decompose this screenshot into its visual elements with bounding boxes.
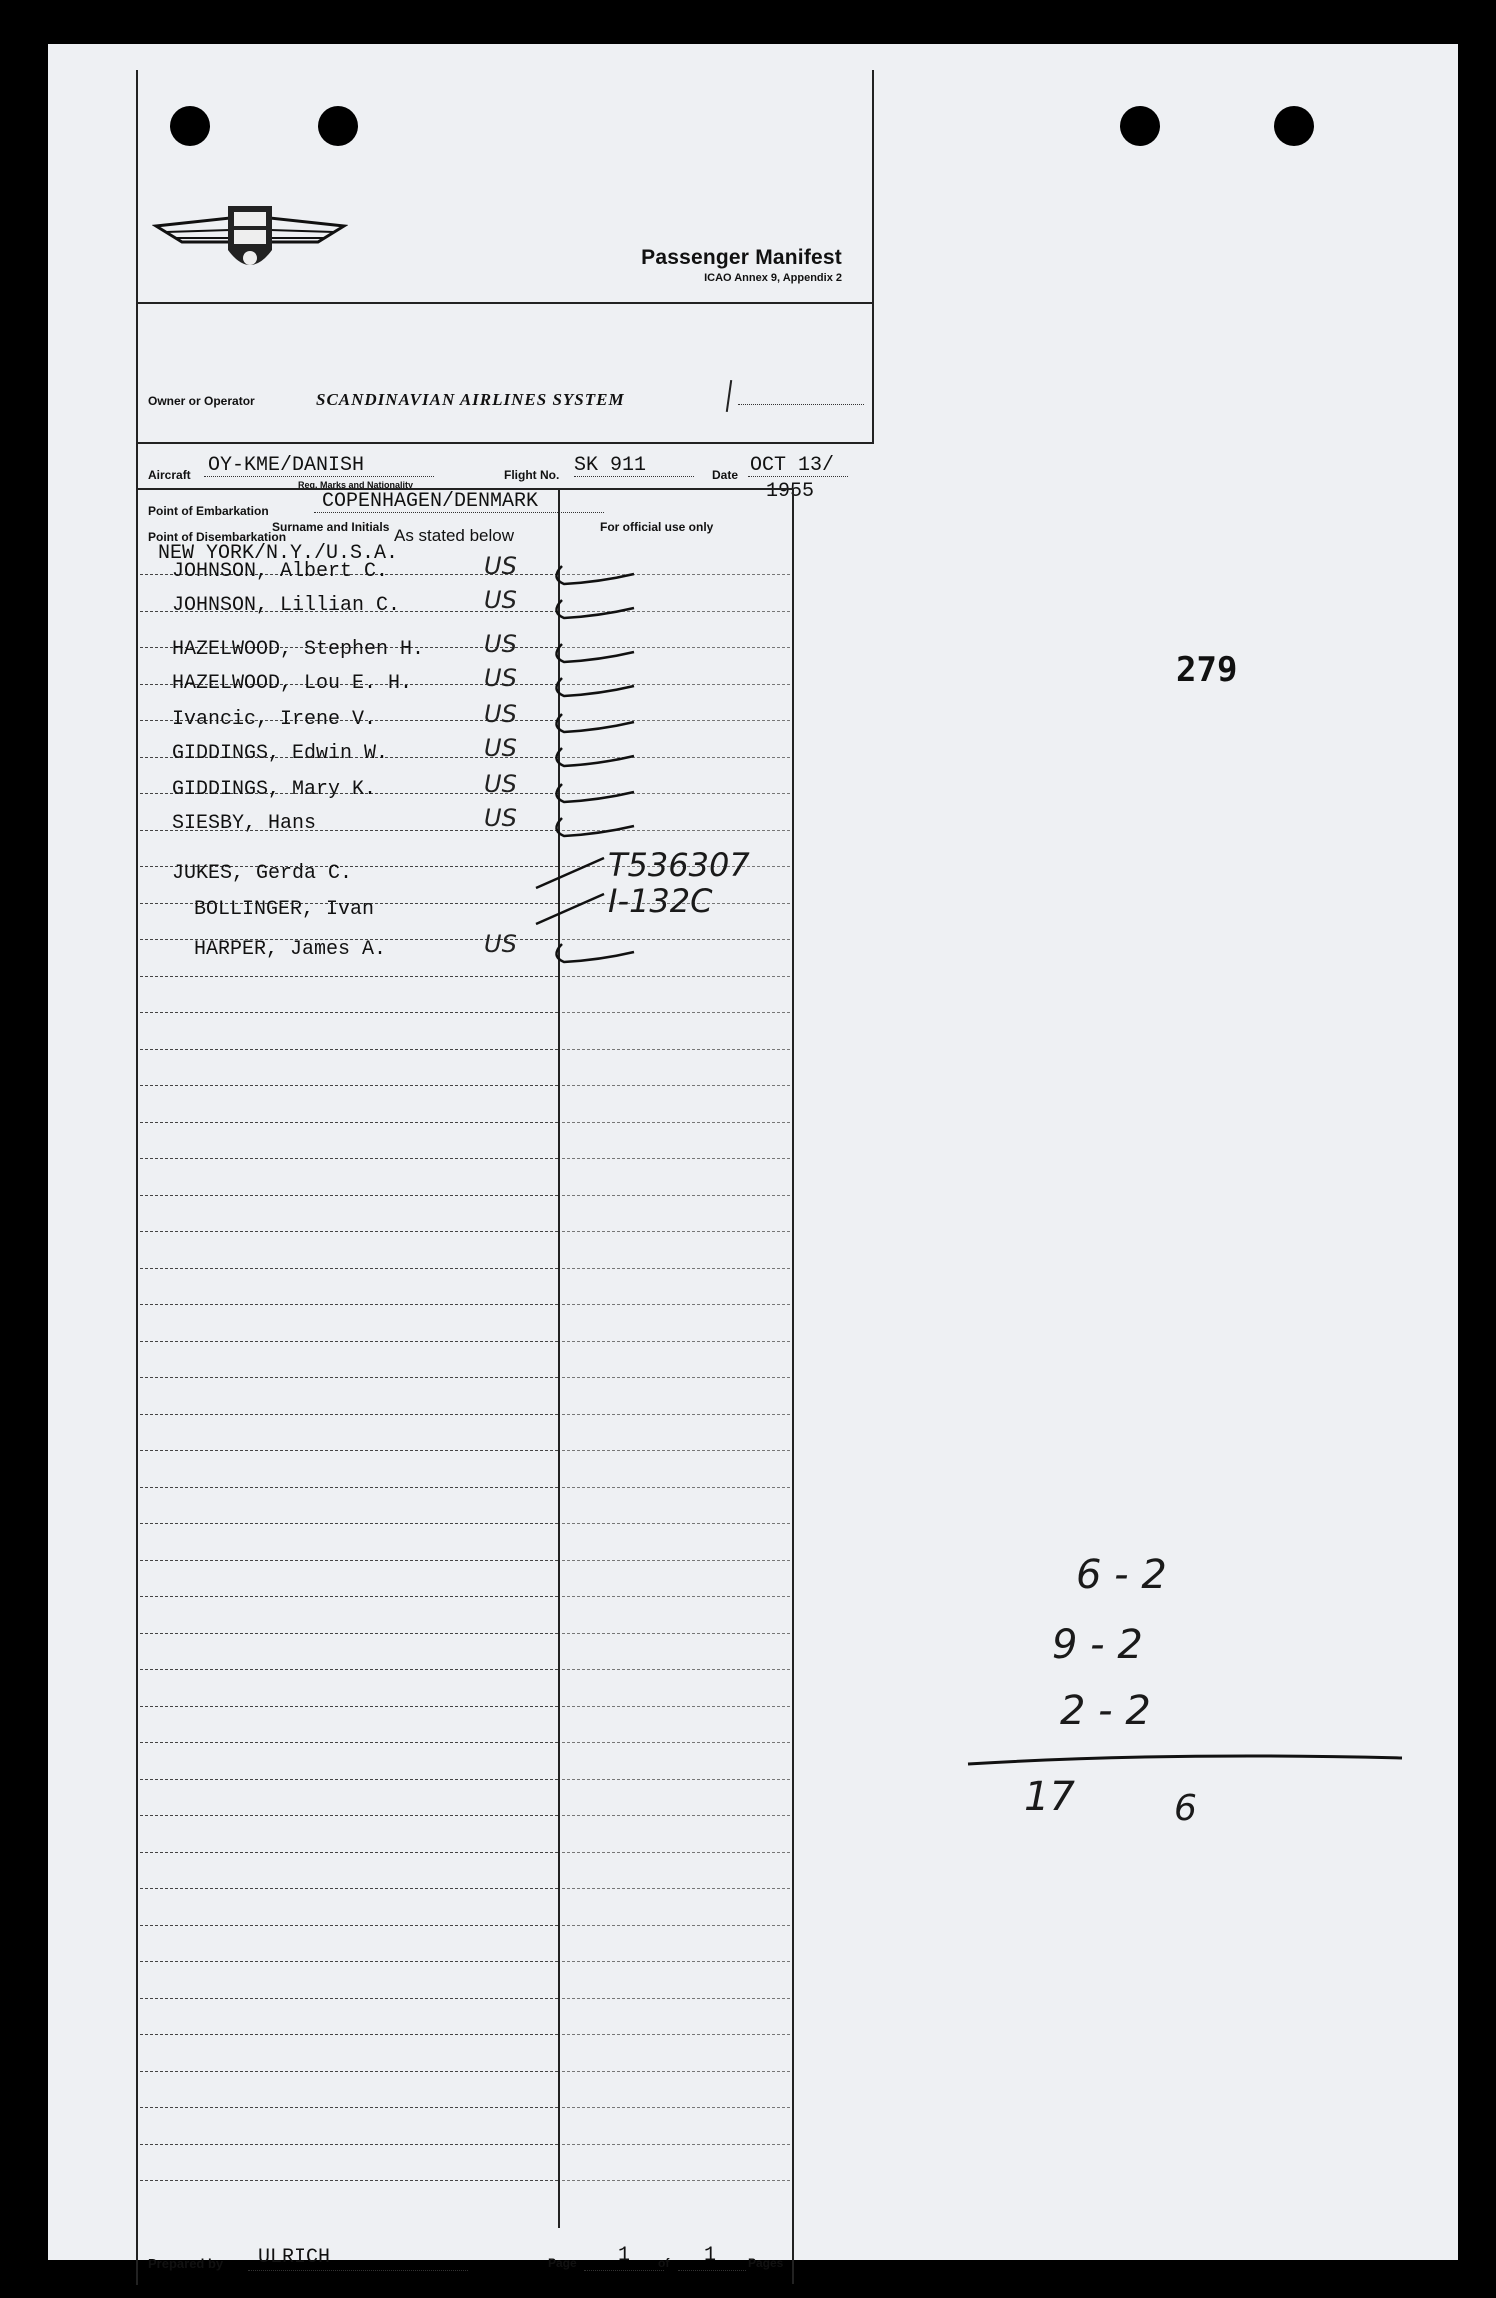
passenger-name: GIDDINGS, Mary K. — [172, 778, 377, 801]
dotted-line — [738, 404, 864, 405]
official-row-line — [562, 1706, 790, 1707]
passenger-nationality: US — [484, 770, 517, 798]
official-row-line — [562, 1450, 790, 1451]
year-value: 1955 — [766, 480, 815, 503]
tally-sum-line — [966, 1748, 1406, 1768]
tally-total-right: 6 — [1174, 1788, 1197, 1829]
check-mark — [550, 744, 640, 774]
official-row-line — [562, 1523, 790, 1524]
check-mark — [550, 940, 640, 970]
dotted-line — [678, 2270, 746, 2271]
passenger-name: SIESBY, Hans — [172, 812, 317, 835]
official-row-line — [562, 1414, 790, 1415]
official-row-line — [562, 1304, 790, 1305]
passenger-nationality: US — [484, 586, 517, 614]
table-row-line — [140, 1633, 558, 1634]
table-row-line — [140, 1961, 558, 1962]
manifest-title: Passenger Manifest — [641, 246, 842, 269]
official-row-line — [562, 1231, 790, 1232]
passenger-name: JOHNSON, Lillian C. — [172, 594, 401, 617]
dotted-line — [204, 476, 434, 477]
embarkation-label: Point of Embarkation — [148, 504, 269, 518]
official-row-line — [562, 1779, 790, 1780]
table-row-line — [140, 1779, 558, 1780]
table-row-line — [140, 1122, 558, 1123]
table-row-line — [140, 1852, 558, 1853]
passenger-name: HARPER, James A. — [194, 938, 387, 961]
official-row-line — [562, 1122, 790, 1123]
table-row-line — [140, 1487, 558, 1488]
owner-label: Owner or Operator — [148, 394, 255, 408]
check-mark — [550, 814, 640, 844]
table-row-line — [140, 1341, 558, 1342]
official-row-line — [562, 2034, 790, 2035]
official-row-line — [562, 1341, 790, 1342]
table-row-line — [140, 1742, 558, 1743]
page-stamp-number: 279 — [1176, 650, 1238, 690]
passenger-name: GIDDINGS, Edwin W. — [172, 742, 389, 765]
table-row-line — [140, 1231, 558, 1232]
official-row-line — [562, 1158, 790, 1159]
official-row-line — [562, 1888, 790, 1889]
page-label: Page — [548, 2256, 577, 2270]
official-row-line — [562, 1925, 790, 1926]
total-pages: 1 — [704, 2244, 717, 2267]
airline-winged-crest-logo — [152, 198, 348, 282]
dotted-line — [748, 476, 848, 477]
check-mark — [550, 674, 640, 704]
passenger-nationality: US — [484, 734, 517, 762]
destination-heading: NEW YORK/N.Y./U.S.A. — [158, 542, 399, 565]
table-row-line — [140, 1268, 558, 1269]
flight-value: SK 911 — [574, 454, 647, 477]
official-row-line — [562, 1012, 790, 1013]
table-row-line — [140, 976, 558, 977]
official-row-line — [562, 2107, 790, 2108]
official-row-line — [562, 1815, 790, 1816]
disembarkation-value: As stated below — [394, 526, 515, 545]
table-row-line — [140, 1085, 558, 1086]
passenger-nationality: US — [484, 630, 517, 658]
tally-total-left: 17 — [1024, 1774, 1075, 1820]
table-row-line — [140, 1998, 558, 1999]
table-row-line — [140, 1523, 558, 1524]
passenger-nationality: US — [484, 552, 517, 580]
table-row-line — [140, 1560, 558, 1561]
check-mark — [550, 780, 640, 810]
form-header — [138, 70, 874, 304]
passenger-name: HAZELWOOD, Stephen H. — [172, 638, 425, 661]
table-row-line — [140, 1012, 558, 1013]
aircraft-value: OY-KME/DANISH — [208, 454, 365, 477]
dotted-line — [584, 2270, 664, 2271]
of-label: of — [658, 2256, 670, 2270]
passenger-name: HAZELWOOD, Lou E. H. — [172, 672, 413, 695]
official-row-line — [562, 1669, 790, 1670]
official-row-line — [562, 1742, 790, 1743]
table-row-line — [140, 1888, 558, 1889]
official-row-line — [562, 1852, 790, 1853]
official-annotation: I-132C — [608, 882, 713, 920]
disembarkation-label: Point of Disembarkation — [148, 530, 287, 544]
punch-hole — [1120, 106, 1160, 146]
passenger-nationality: US — [484, 664, 517, 692]
date-label: Date — [712, 468, 739, 482]
official-row-line — [562, 1268, 790, 1269]
passenger-name: Ivancic, Irene V. — [172, 708, 377, 731]
passenger-name: BOLLINGER, Ivan — [194, 898, 375, 921]
official-row-line — [562, 1049, 790, 1050]
passenger-name: JOHNSON, Albert C. — [172, 560, 389, 583]
table-row-line — [140, 1049, 558, 1050]
check-mark — [550, 596, 640, 626]
flight-label: Flight No. — [504, 468, 560, 482]
table-row-line — [140, 1706, 558, 1707]
check-mark — [550, 640, 640, 670]
check-mark — [550, 710, 640, 740]
official-row-line — [562, 1085, 790, 1086]
prepared-by-value: ULRICH — [258, 2246, 331, 2269]
reg-caption: Reg. Marks and Nationality — [298, 480, 414, 490]
dotted-line — [248, 2270, 468, 2271]
official-row-line — [562, 1596, 790, 1597]
table-row-line — [140, 1414, 558, 1415]
table-row-line — [140, 2180, 558, 2181]
table-row-line — [140, 2071, 558, 2072]
page-number: 1 — [618, 2244, 631, 2267]
official-row-line — [562, 1487, 790, 1488]
official-row-line — [562, 976, 790, 977]
tally-line-3: 2 - 2 — [1060, 1688, 1151, 1734]
slash-mark — [530, 854, 610, 894]
table-row-line — [140, 1925, 558, 1926]
passenger-table — [138, 488, 794, 2228]
official-row-line — [562, 1961, 790, 1962]
official-row-line — [562, 2071, 790, 2072]
table-row-line — [140, 1377, 558, 1378]
official-row-line — [562, 1195, 790, 1196]
table-row-line — [140, 2034, 558, 2035]
pages-label: Pages — [748, 2256, 784, 2270]
divider-stroke — [726, 380, 732, 412]
surname-column-header: Surname and Initials — [272, 520, 390, 534]
passenger-nationality: US — [484, 930, 517, 958]
slash-mark — [530, 890, 610, 930]
table-row-line — [140, 1450, 558, 1451]
table-row-line — [140, 1596, 558, 1597]
official-use-column-header: For official use only — [600, 520, 714, 534]
official-row-line — [562, 2180, 790, 2181]
embarkation-value: COPENHAGEN/DENMARK — [322, 490, 539, 513]
passenger-nationality: US — [484, 804, 517, 832]
table-row-line — [140, 1669, 558, 1670]
owner-value: SCANDINAVIAN AIRLINES SYSTEM — [316, 390, 625, 409]
manifest-form — [136, 70, 872, 2285]
manifest-subtitle: ICAO Annex 9, Appendix 2 — [704, 272, 842, 284]
table-row-line — [140, 2107, 558, 2108]
official-annotation: T536307 — [608, 846, 750, 884]
passenger-name: JUKES, Gerda C. — [172, 862, 353, 885]
punch-hole — [1274, 106, 1314, 146]
prepared-by-label: Prepared by — [148, 2256, 224, 2271]
official-row-line — [562, 1633, 790, 1634]
official-row-line — [562, 1560, 790, 1561]
table-row-line — [140, 1195, 558, 1196]
table-row-line — [140, 2144, 558, 2145]
date-value: OCT 13/ — [750, 454, 835, 477]
official-row-line — [562, 1998, 790, 1999]
official-row-line — [562, 2144, 790, 2145]
manifest-footer — [138, 2226, 794, 2284]
aircraft-label: Aircraft — [148, 468, 191, 482]
tally-line-1: 6 - 2 — [1076, 1552, 1167, 1598]
dotted-line — [574, 476, 694, 477]
table-row-line — [140, 1304, 558, 1305]
check-mark — [550, 562, 640, 592]
passenger-nationality: US — [484, 700, 517, 728]
table-row-line — [140, 1158, 558, 1159]
official-row-line — [562, 1377, 790, 1378]
tally-line-2: 9 - 2 — [1052, 1622, 1143, 1668]
table-row-line — [140, 1815, 558, 1816]
